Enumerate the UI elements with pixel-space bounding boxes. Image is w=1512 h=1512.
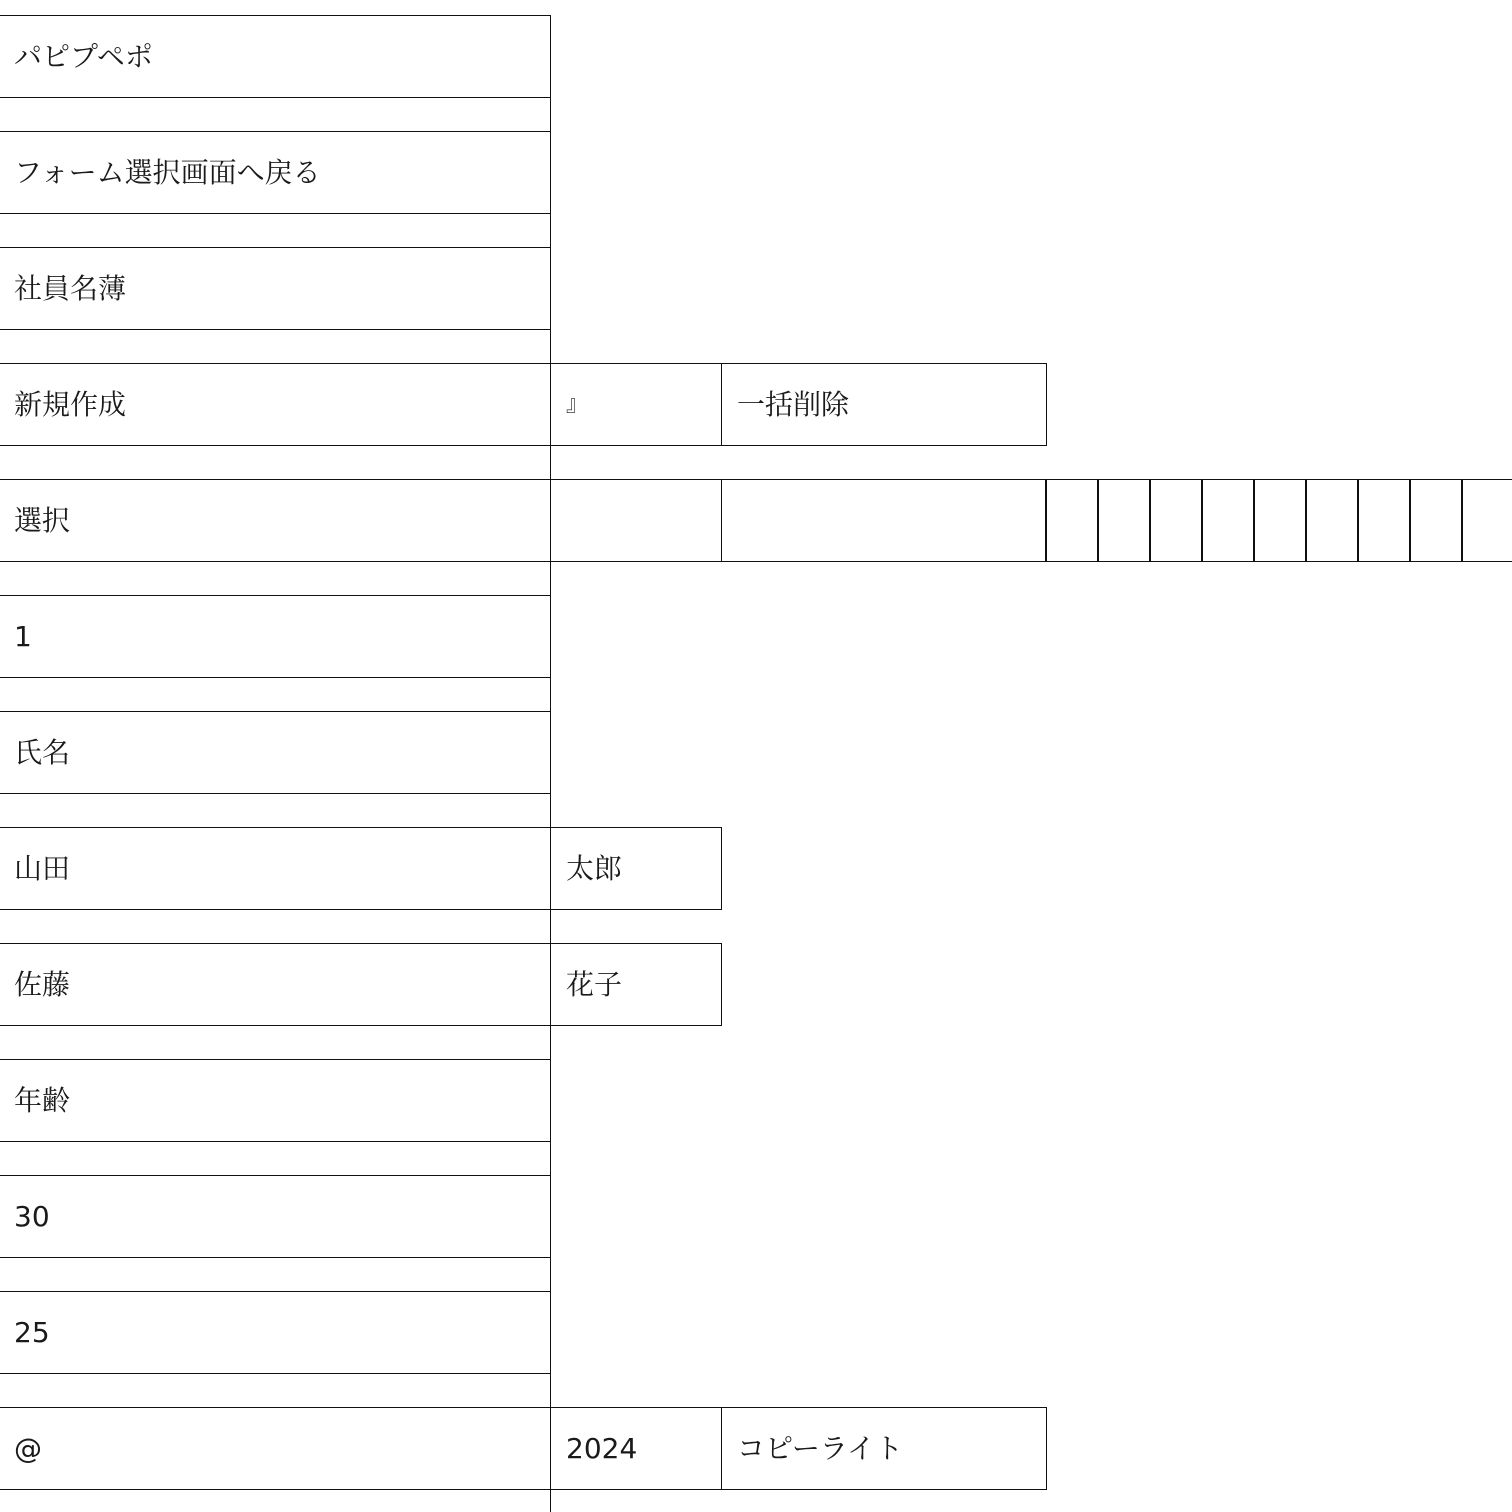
header-cell-empty (1305, 479, 1359, 562)
spacer (0, 1141, 551, 1176)
spacer (0, 1257, 551, 1292)
row-number: 1 (0, 595, 551, 678)
first-name-cell: 太郎 (550, 827, 722, 910)
spacer (0, 1025, 551, 1060)
spacer (0, 1373, 551, 1408)
header-cell-empty (1253, 479, 1307, 562)
bulk-delete-button[interactable]: 一括削除 (721, 363, 1047, 446)
header-cell-empty (721, 479, 1047, 562)
name-column-header: 氏名 (0, 711, 551, 794)
spacer (0, 1489, 551, 1512)
page-title: 社員名薄 (0, 247, 551, 330)
footer-copyright: コピーライト (721, 1407, 1047, 1490)
toolbar-separator: 』 (550, 363, 722, 446)
spacer (0, 561, 551, 596)
new-create-button[interactable]: 新規作成 (0, 363, 551, 446)
age-column-header: 年齢 (0, 1059, 551, 1142)
header-cell-empty (1201, 479, 1255, 562)
header-cell-empty (1357, 479, 1411, 562)
footer-year: 2024 (550, 1407, 722, 1490)
select-column-header: 選択 (0, 479, 551, 562)
header-cell-empty (1097, 479, 1151, 562)
age-cell: 25 (0, 1291, 551, 1374)
spacer (0, 677, 551, 712)
header-cell-empty (1409, 479, 1463, 562)
footer-symbol: @ (0, 1407, 551, 1490)
last-name-cell: 山田 (0, 827, 551, 910)
header-cell-empty (1045, 479, 1099, 562)
spacer (0, 97, 551, 132)
spacer (0, 213, 551, 248)
back-to-form-select-link[interactable]: フォーム選択画面へ戻る (0, 131, 551, 214)
age-cell: 30 (0, 1175, 551, 1258)
first-name-cell: 花子 (550, 943, 722, 1026)
spacer (0, 909, 551, 944)
spacer (0, 793, 551, 828)
spacer (0, 329, 551, 364)
header-cell-empty (1461, 479, 1512, 562)
last-name-cell: 佐藤 (0, 943, 551, 1026)
header-cell-empty (550, 479, 722, 562)
brand-logo[interactable]: パピプペポ (0, 15, 551, 98)
header-cell-empty (1149, 479, 1203, 562)
divider (550, 445, 551, 480)
spacer (0, 445, 551, 480)
